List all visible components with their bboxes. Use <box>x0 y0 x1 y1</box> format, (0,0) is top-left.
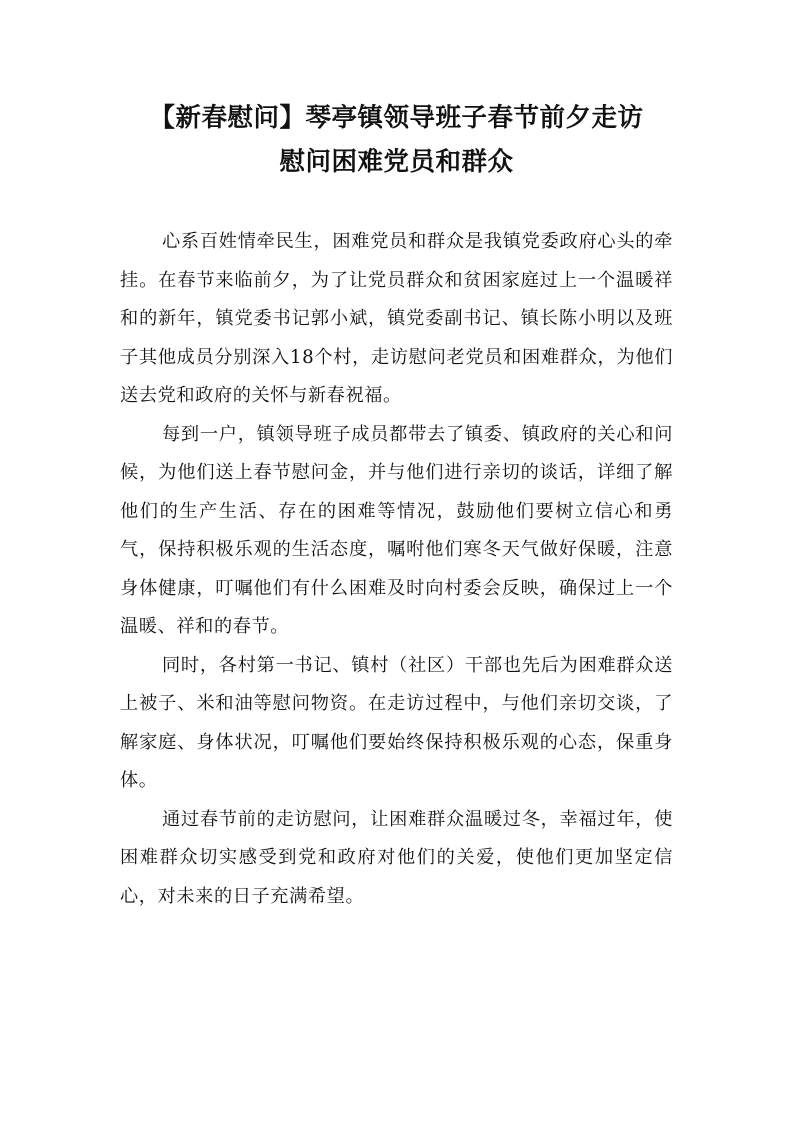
title-line-2: 慰问困难党员和群众 <box>279 147 514 177</box>
title-line-1: 【新春慰问】琴亭镇领导班子春节前夕走访 <box>149 103 644 133</box>
paragraph-1: 心系百姓情牵民生，困难党员和群众是我镇党委政府心头的牵挂。在春节来临前夕，为了让党员群众和贫困家庭过上一个温暖祥和的新年，镇党委书记郭小斌，镇党委副书记、镇长陈小明以及班子其他成员分别深入18个村，走访慰问老党员和困难群众，为他们送去党和政府的关怀与新春祝福。 <box>120 231 673 406</box>
document-title <box>100 96 693 184</box>
paragraph-3: 同时，各村第一书记、镇村（社区）干部也先后为困难群众送上被子、米和油等慰问物资。在走访过程中，与他们亲切交谈，了解家庭、身体状况，叮嘱他们要始终保持积极乐观的心态，保重身体。 <box>120 654 673 791</box>
paragraph-2: 每到一户，镇领导班子成员都带去了镇委、镇政府的关心和问候，为他们送上春节慰问金，并与他们进行亲切的谈话，详细了解他们的生产生活、存在的困难等情况，鼓励他们要树立信心和勇气，保持积极乐观的生活态度，嘱咐他们寒冬天气做好保暖，注意身体健康，叮嘱他们有什么困难及时向村委会反映，确保过上一个温暖、祥和的春节。 <box>120 423 673 637</box>
document-body <box>120 223 673 916</box>
paragraph-4: 通过春节前的走访慰问，让困难群众温暖过冬，幸福过年，使困难群众切实感受到党和政府对他们的关爱，使他们更加坚定信心，对未来的日子充满希望。 <box>120 808 673 907</box>
